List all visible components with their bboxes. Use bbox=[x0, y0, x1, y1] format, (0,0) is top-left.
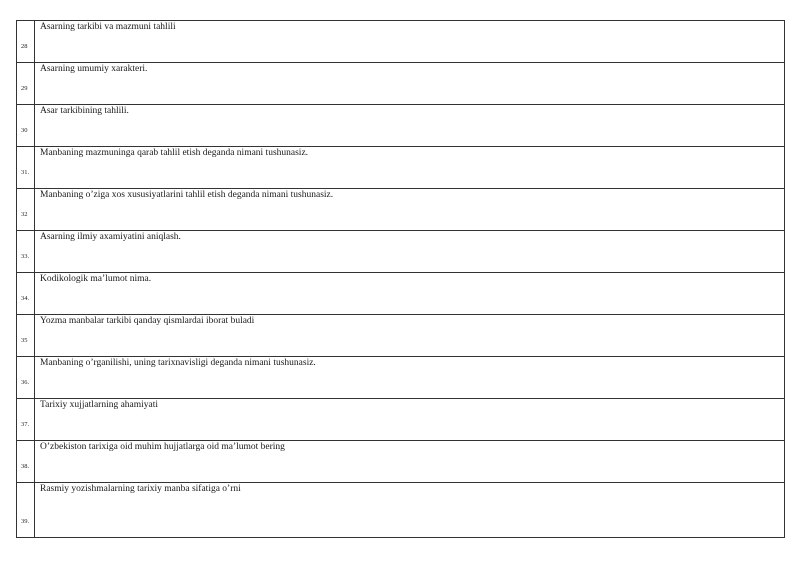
table-row bbox=[17, 399, 785, 441]
table-row bbox=[17, 231, 785, 273]
question-number-cell bbox=[17, 441, 35, 483]
question-text: Manbaning mazmuninga qarab tahlil etish deganda nimani tushunasiz. bbox=[35, 147, 785, 189]
table-row bbox=[17, 483, 785, 538]
question-text: Asarning umumiy xarakteri. bbox=[35, 63, 785, 105]
question-text: Asar tarkibining tahlili. bbox=[35, 105, 785, 147]
question-number: 29 bbox=[21, 84, 28, 92]
question-number: 31. bbox=[21, 168, 30, 176]
table-row bbox=[17, 147, 785, 189]
table-row bbox=[17, 105, 785, 147]
question-number: 37. bbox=[21, 420, 30, 428]
question-number-cell bbox=[17, 273, 35, 315]
question-number-cell bbox=[17, 399, 35, 441]
question-number-cell bbox=[17, 189, 35, 231]
question-number: 33. bbox=[21, 252, 30, 260]
question-number-cell bbox=[17, 63, 35, 105]
question-text: Manbaning o’ziga xos xususiyatlarini tahlil etish deganda nimani tushunasiz. bbox=[35, 189, 785, 231]
question-number: 28 bbox=[21, 42, 28, 50]
question-number-cell bbox=[17, 483, 35, 538]
question-text: Kodikologik ma’lumot nima. bbox=[35, 273, 785, 315]
question-text: Rasmiy yozishmalarning tarixiy manba sifatiga o’rni bbox=[35, 483, 785, 538]
question-text: Asarning tarkibi va mazmuni tahlili bbox=[35, 21, 785, 63]
table-row bbox=[17, 189, 785, 231]
table-row bbox=[17, 357, 785, 399]
question-number: 30 bbox=[21, 126, 28, 134]
question-number: 39. bbox=[21, 517, 30, 525]
question-number: 32 bbox=[21, 210, 28, 218]
table-row bbox=[17, 63, 785, 105]
question-number: 36. bbox=[21, 378, 30, 386]
question-text: O’zbekiston tarixiga oid muhim hujjatlarga oid ma’lumot bering bbox=[35, 441, 785, 483]
question-text: Yozma manbalar tarkibi qanday qismlardai iborat buladi bbox=[35, 315, 785, 357]
question-number: 38. bbox=[21, 462, 30, 470]
question-number: 34. bbox=[21, 294, 30, 302]
table-row bbox=[17, 315, 785, 357]
question-number: 35 bbox=[21, 336, 28, 344]
question-number-cell bbox=[17, 105, 35, 147]
table-row bbox=[17, 21, 785, 63]
question-table bbox=[16, 20, 785, 538]
question-number-cell bbox=[17, 21, 35, 63]
table-row bbox=[17, 441, 785, 483]
question-number-cell bbox=[17, 315, 35, 357]
question-number-cell bbox=[17, 147, 35, 189]
question-text: Manbaning o’rganilishi, uning tarixnavisligi deganda nimani tushunasiz. bbox=[35, 357, 785, 399]
question-number-cell bbox=[17, 357, 35, 399]
question-text: Tarixiy xujjatlarning ahamiyati bbox=[35, 399, 785, 441]
question-number-cell bbox=[17, 231, 35, 273]
table-row bbox=[17, 273, 785, 315]
question-text: Asarning ilmiy axamiyatini aniqlash. bbox=[35, 231, 785, 273]
